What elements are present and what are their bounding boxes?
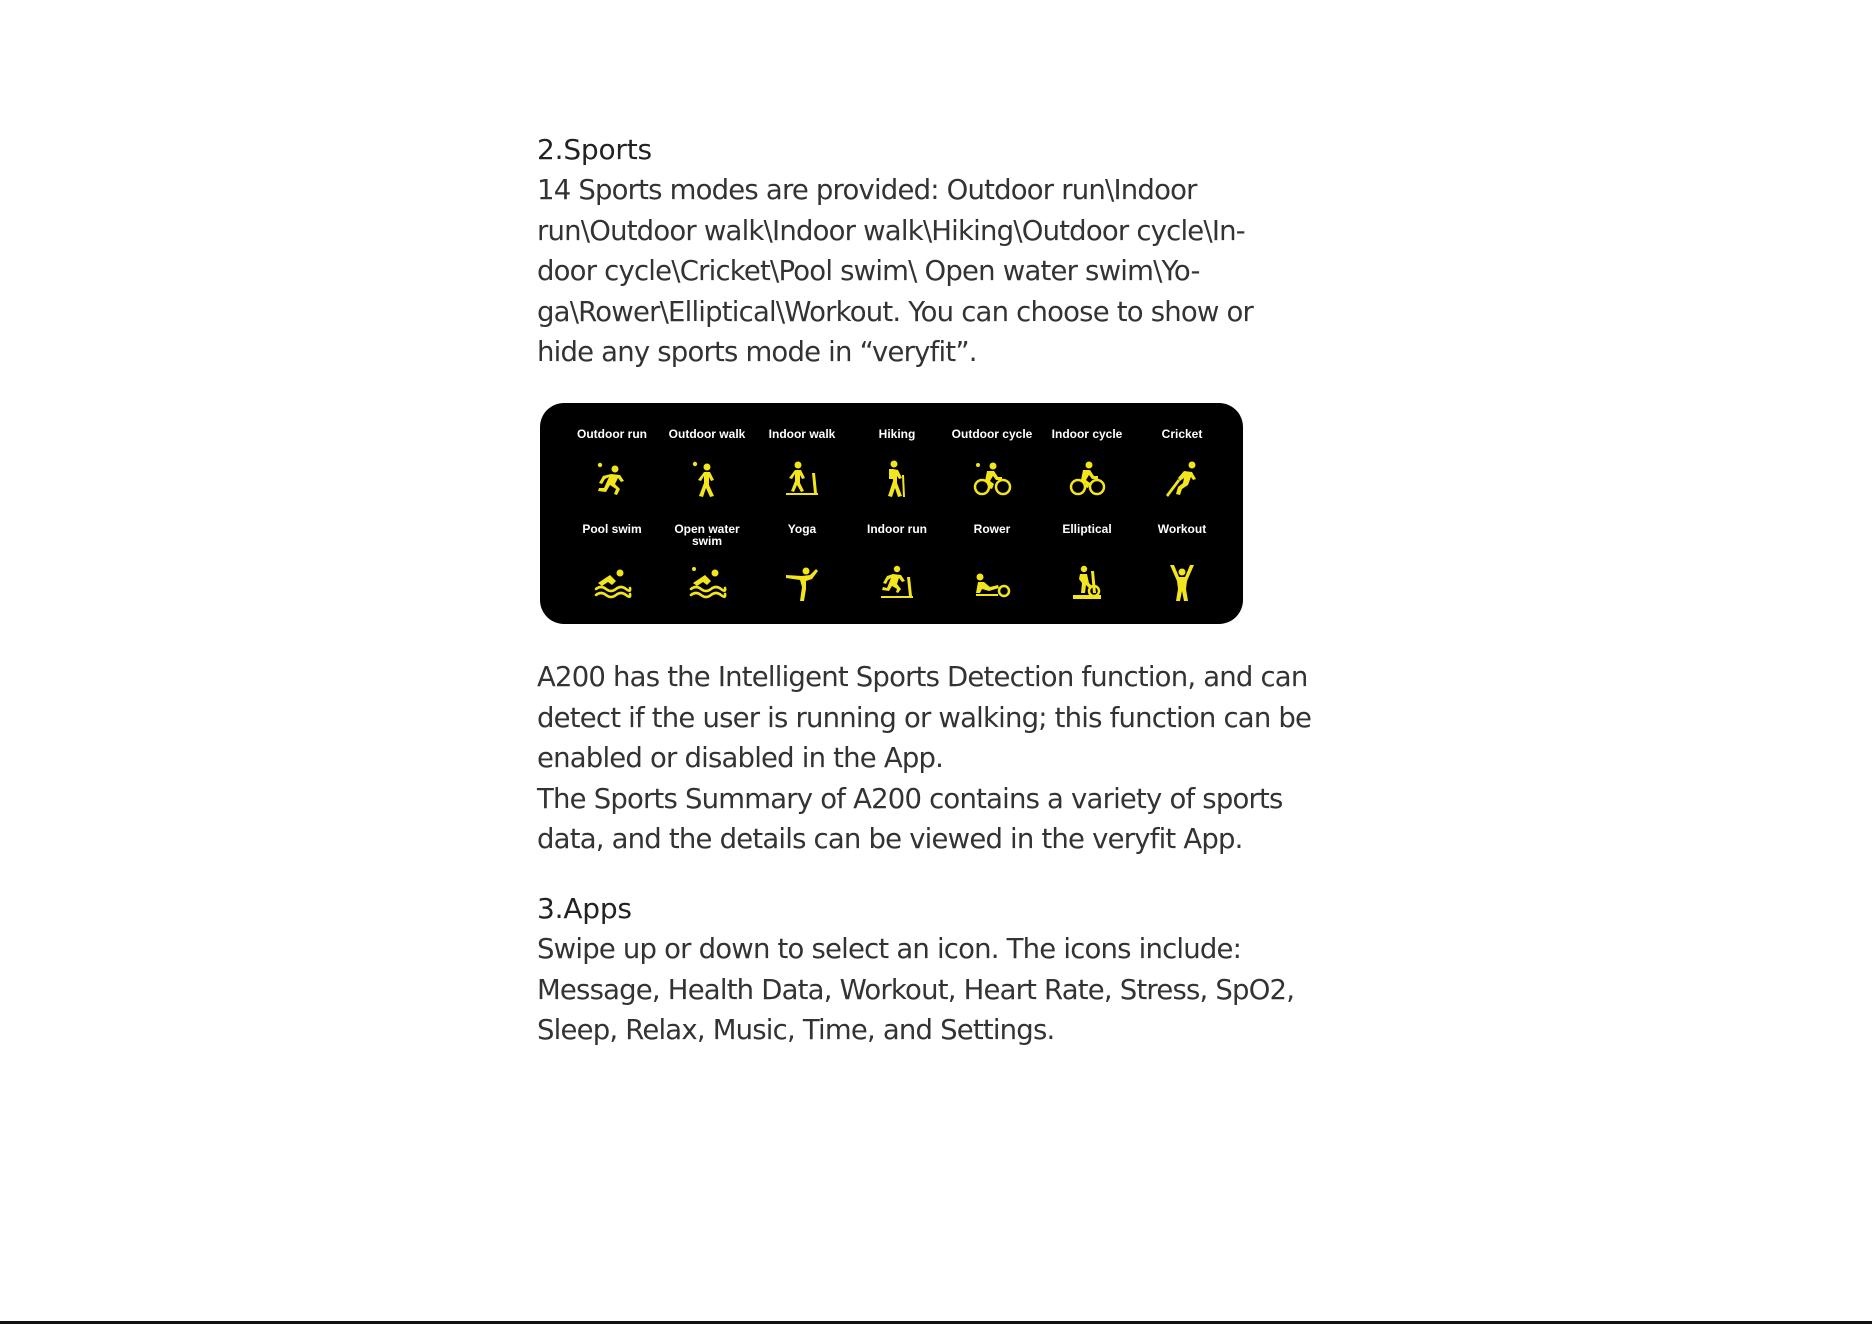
hiking-icon [877,459,917,499]
label-yoga: Yoga [787,522,817,536]
sports-modes-panel [540,403,1243,624]
label-rower: Rower [973,522,1011,536]
rower-icon [972,563,1012,603]
label-open-water-swim-line-2: swim [691,534,722,548]
yoga-icon [782,563,822,603]
label-hiking: Hiking [878,427,916,441]
elliptical-icon [1067,563,1107,603]
indoor-walk-icon [782,459,822,499]
label-outdoor-walk: Outdoor walk [668,427,746,441]
cricket-icon [1162,459,1202,499]
outdoor-walk-icon [687,459,727,499]
indoor-run-icon [877,563,917,603]
sports-description-line-1: 14 Sports modes are provided: Outdoor run\Indoor [537,174,1197,206]
label-pool-swim: Pool swim [582,522,642,536]
workout-icon [1162,563,1202,603]
apps-heading: 3.Apps [537,892,632,925]
label-indoor-walk: Indoor walk [768,427,836,441]
detection-line-3: enabled or disabled in the App. [537,742,944,774]
sports-section [537,130,1327,373]
outdoor-run-icon [592,459,632,499]
label-cricket: Cricket [1161,427,1203,441]
apps-line-1: Swipe up or down to select an icon. The icons include: [537,933,1242,965]
detection-line-1: A200 has the Intelligent Sports Detection function, and can [537,661,1308,693]
sports-description-line-4: ga\Rower\Elliptical\Workout. You can choose to show or [537,295,1254,328]
sports-detection-section [537,657,1337,860]
open-water-swim-icon [687,563,727,603]
label-indoor-cycle: Indoor cycle [1051,427,1123,441]
indoor-cycle-icon [1067,459,1107,499]
sports-description-line-3: door cycle\Cricket\Pool swim\ Open water swim\Yo- [537,255,1200,287]
pool-swim-icon [592,563,632,603]
apps-line-2: Message, Health Data, Workout, Heart Rate, Stress, SpO2, [537,973,1295,1006]
label-indoor-run: Indoor run [867,522,927,536]
sports-description-line-5: hide any sports mode in “veryfit”. [537,336,977,368]
label-outdoor-run: Outdoor run [577,427,647,441]
summary-line-2: data, and the details can be viewed in the veryfit App. [537,823,1243,855]
sports-description-line-2: run\Outdoor walk\Indoor walk\Hiking\Outdoor cycle\In- [537,214,1245,247]
detection-line-2: detect if the user is running or walking; this function can be [537,701,1312,734]
apps-line-3: Sleep, Relax, Music, Time, and Settings. [537,1014,1055,1046]
summary-line-1: The Sports Summary of A200 contains a variety of sports [537,782,1283,815]
sports-heading: 2.Sports [537,133,652,166]
label-elliptical: Elliptical [1062,522,1112,536]
outdoor-cycle-icon [972,459,1012,499]
label-workout: Workout [1157,522,1207,536]
label-open-water-swim: Open water [674,522,740,536]
label-outdoor-cycle: Outdoor cycle [951,427,1033,441]
apps-section [537,889,1337,1051]
